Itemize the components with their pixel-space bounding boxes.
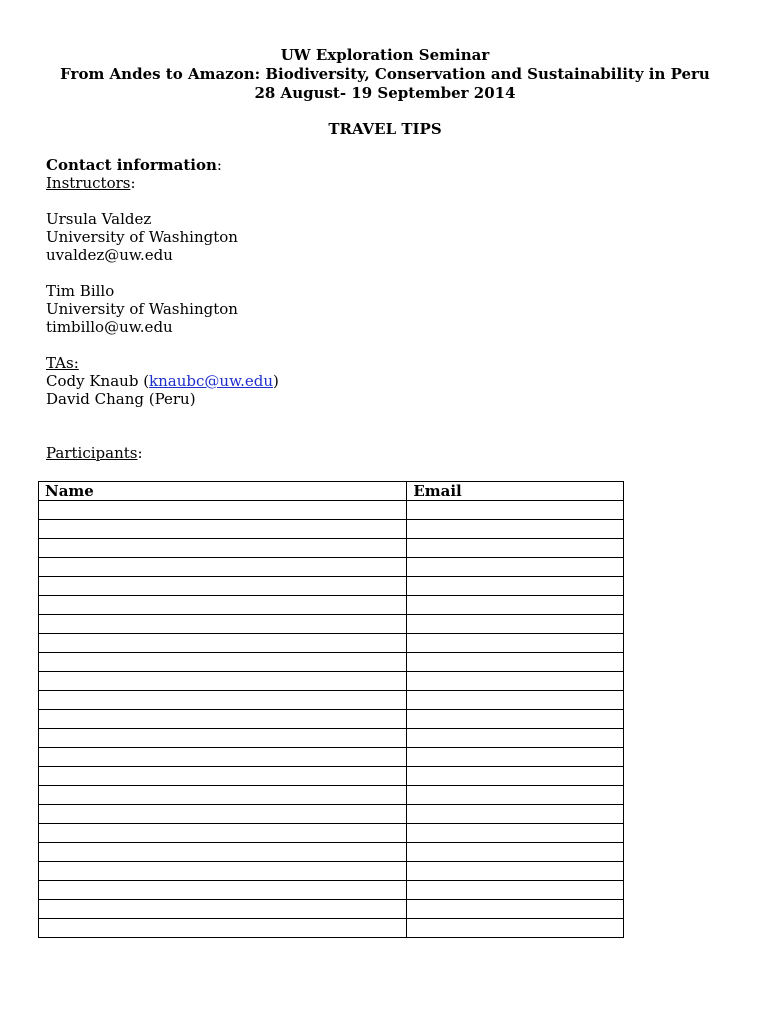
participant-name-cell[interactable] (39, 653, 407, 672)
table-row (39, 710, 624, 729)
participant-email-cell[interactable] (407, 615, 624, 634)
participant-name-cell[interactable] (39, 539, 407, 558)
participant-name-cell[interactable] (39, 615, 407, 634)
ta-1-email-link[interactable]: knaubc@uw.edu (149, 372, 274, 390)
instructor-1-name: Ursula Valdez (46, 210, 152, 228)
table-row (39, 539, 624, 558)
participant-name-cell[interactable] (39, 862, 407, 881)
participant-email-cell[interactable] (407, 672, 624, 691)
participant-name-cell[interactable] (39, 501, 407, 520)
participant-email-cell[interactable] (407, 501, 624, 520)
table-row (39, 577, 624, 596)
participant-name-cell[interactable] (39, 672, 407, 691)
instructors-label: Instructors (46, 174, 131, 192)
section-title: TRAVEL TIPS (328, 120, 442, 138)
participant-name-cell[interactable] (39, 729, 407, 748)
participant-name-cell[interactable] (39, 919, 407, 938)
participant-email-cell[interactable] (407, 596, 624, 615)
participant-email-cell[interactable] (407, 558, 624, 577)
participant-email-cell[interactable] (407, 862, 624, 881)
table-row (39, 843, 624, 862)
tas-label: TAs: (46, 354, 79, 372)
instructor-2-affiliation: University of Washington (46, 300, 238, 318)
ta-1 (46, 372, 279, 390)
participant-name-cell[interactable] (39, 634, 407, 653)
table-row (39, 596, 624, 615)
table-row (39, 672, 624, 691)
document-header (0, 46, 770, 103)
participant-name-cell[interactable] (39, 900, 407, 919)
participant-name-cell[interactable] (39, 691, 407, 710)
participant-name-cell[interactable] (39, 805, 407, 824)
table-row (39, 900, 624, 919)
participants-table (38, 481, 624, 938)
contact-heading: Contact information (46, 156, 217, 174)
participant-name-cell[interactable] (39, 767, 407, 786)
contact-heading-line (46, 156, 279, 174)
participants-colon: : (137, 444, 143, 462)
table-row (39, 520, 624, 539)
table-row (39, 691, 624, 710)
table-row (39, 824, 624, 843)
participant-email-cell[interactable] (407, 843, 624, 862)
table-row (39, 748, 624, 767)
ta-1-close: ) (273, 372, 279, 390)
contact-section (46, 156, 279, 462)
table-row (39, 501, 624, 520)
participant-name-cell[interactable] (39, 596, 407, 615)
seminar-title: UW Exploration Seminar (280, 46, 490, 64)
participant-email-cell[interactable] (407, 691, 624, 710)
table-row (39, 919, 624, 938)
participants-label: Participants (46, 444, 138, 462)
participant-email-cell[interactable] (407, 653, 624, 672)
participant-email-cell[interactable] (407, 805, 624, 824)
participant-name-cell[interactable] (39, 710, 407, 729)
table-row (39, 653, 624, 672)
table-header-row (39, 482, 624, 501)
instructor-2-email: timbillo@uw.edu (46, 318, 173, 336)
participant-name-cell[interactable] (39, 748, 407, 767)
table-row (39, 558, 624, 577)
participant-name-cell[interactable] (39, 881, 407, 900)
seminar-subtitle: From Andes to Amazon: Biodiversity, Conservation and Sustainability in Peru (60, 65, 710, 83)
participant-email-cell[interactable] (407, 729, 624, 748)
participant-email-cell[interactable] (407, 539, 624, 558)
participant-email-cell[interactable] (407, 710, 624, 729)
participant-name-cell[interactable] (39, 577, 407, 596)
participant-email-cell[interactable] (407, 881, 624, 900)
participant-email-cell[interactable] (407, 748, 624, 767)
column-header-email: Email (407, 482, 624, 501)
tas-label-line (46, 354, 279, 372)
participant-name-cell[interactable] (39, 786, 407, 805)
instructors-label-line (46, 174, 279, 192)
table-row (39, 805, 624, 824)
column-header-name: Name (39, 482, 407, 501)
participant-email-cell[interactable] (407, 767, 624, 786)
instructors-colon: : (130, 174, 136, 192)
participant-email-cell[interactable] (407, 634, 624, 653)
table-row (39, 786, 624, 805)
table-row (39, 767, 624, 786)
seminar-dates: 28 August- 19 September 2014 (254, 84, 516, 102)
participant-email-cell[interactable] (407, 919, 624, 938)
participant-email-cell[interactable] (407, 520, 624, 539)
table-row (39, 615, 624, 634)
participant-email-cell[interactable] (407, 900, 624, 919)
table-row (39, 862, 624, 881)
contact-heading-colon: : (216, 156, 222, 174)
participant-email-cell[interactable] (407, 786, 624, 805)
participants-label-line (46, 444, 279, 462)
instructor-2-name: Tim Billo (46, 282, 115, 300)
table-row (39, 729, 624, 748)
participants-table-body (39, 501, 624, 938)
participant-name-cell[interactable] (39, 520, 407, 539)
table-row (39, 634, 624, 653)
instructor-1-email: uvaldez@uw.edu (46, 246, 173, 264)
participant-email-cell[interactable] (407, 577, 624, 596)
participant-email-cell[interactable] (407, 824, 624, 843)
participant-name-cell[interactable] (39, 843, 407, 862)
table-row (39, 881, 624, 900)
ta-2: David Chang (Peru) (46, 390, 196, 408)
participant-name-cell[interactable] (39, 824, 407, 843)
instructor-1-affiliation: University of Washington (46, 228, 238, 246)
participant-name-cell[interactable] (39, 558, 407, 577)
ta-1-name: Cody Knaub ( (46, 372, 150, 390)
